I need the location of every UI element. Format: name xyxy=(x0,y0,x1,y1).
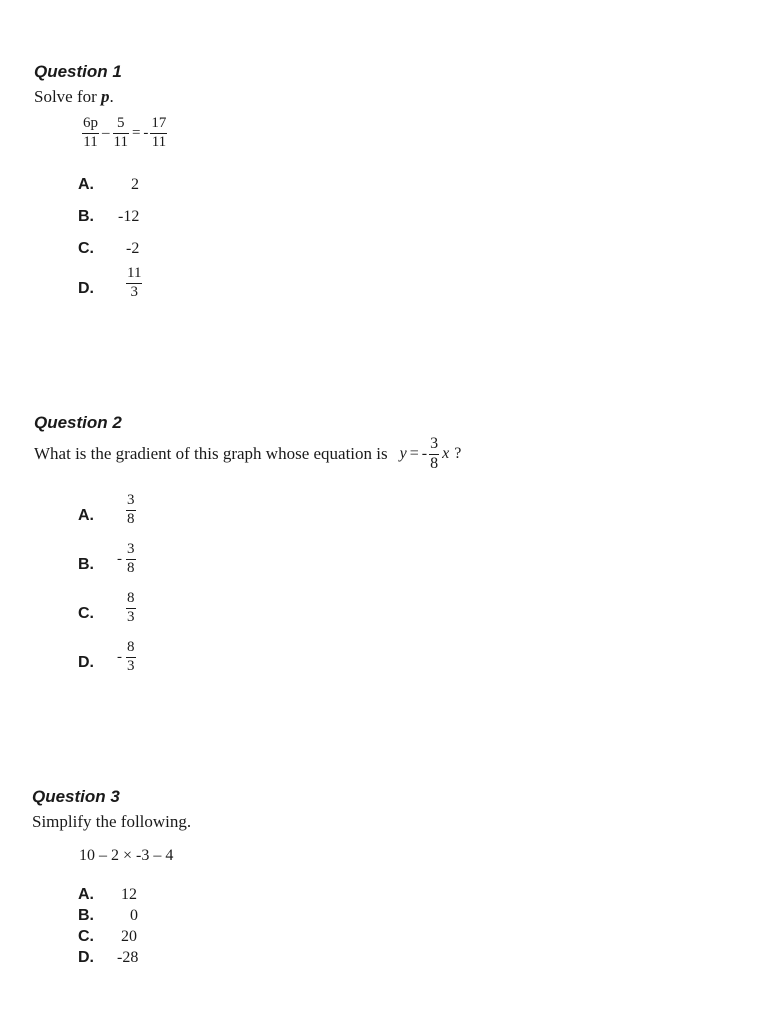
equals-sign: = xyxy=(131,124,141,141)
fraction-denominator: 3 xyxy=(127,608,135,625)
option-letter: C. xyxy=(78,605,94,622)
equation-lhs: y xyxy=(399,445,407,463)
fraction xyxy=(126,591,136,626)
option-letter: C. xyxy=(78,928,94,945)
question-3-prompt: Simplify the following. xyxy=(32,812,192,831)
fraction xyxy=(126,640,136,675)
option-value: 0 xyxy=(130,907,138,924)
question-1-prompt-end: . xyxy=(109,87,114,106)
fraction-3-over-8 xyxy=(429,436,439,473)
fraction-denominator: 8 xyxy=(127,559,135,576)
sign: - xyxy=(117,648,122,665)
sign: - xyxy=(117,550,122,567)
question-2-prompt xyxy=(34,436,461,473)
question-1-equation xyxy=(82,116,167,151)
fraction-denominator: 8 xyxy=(430,454,439,472)
question-1-prompt-variable: p xyxy=(101,87,110,106)
fraction-numerator: 3 xyxy=(127,492,135,508)
equation-variable: x xyxy=(442,445,450,463)
option-value xyxy=(126,266,142,301)
negative-sign: - xyxy=(421,445,428,463)
fraction-numerator: 5 xyxy=(116,115,125,131)
question-1-title: Question 1 xyxy=(34,62,122,81)
option-value xyxy=(117,640,136,675)
option-letter: B. xyxy=(78,556,94,573)
question-1-prompt-text: Solve for xyxy=(34,87,102,106)
question-1-prompt xyxy=(34,87,114,107)
question-2-equation xyxy=(400,436,462,473)
question-3-expression: 10 – 2 × -3 – 4 xyxy=(79,847,174,864)
option-value: -12 xyxy=(118,208,140,225)
fraction-5-over-11 xyxy=(113,116,129,151)
option-value xyxy=(117,542,136,577)
question-mark: ? xyxy=(454,445,462,463)
fraction-denominator: 3 xyxy=(127,657,135,674)
option-letter: A. xyxy=(78,886,94,903)
option-letter: A. xyxy=(78,176,94,193)
option-value xyxy=(117,591,136,626)
fraction-numerator: 6p xyxy=(83,115,98,131)
fraction-numerator: 8 xyxy=(127,639,135,655)
question-2-prompt-text: What is the gradient of this graph whose equation is xyxy=(34,444,388,464)
option-letter: B. xyxy=(78,907,94,924)
fraction-numerator: 8 xyxy=(127,590,135,606)
fraction-11-over-3 xyxy=(126,266,142,301)
minus-sign: – xyxy=(102,124,110,141)
fraction-denominator: 11 xyxy=(83,133,98,150)
question-2-title: Question 2 xyxy=(34,413,122,432)
option-letter: A. xyxy=(78,507,94,524)
option-letter: D. xyxy=(78,280,94,297)
option-letter: C. xyxy=(78,240,94,257)
option-value: 2 xyxy=(131,176,139,193)
fraction-numerator: 3 xyxy=(430,435,439,452)
fraction-denominator: 11 xyxy=(151,133,167,150)
option-value: -2 xyxy=(126,240,140,257)
option-value: 12 xyxy=(121,886,137,903)
option-letter: D. xyxy=(78,949,94,966)
fraction-numerator: 3 xyxy=(127,541,135,557)
fraction-numerator: 11 xyxy=(127,265,142,281)
fraction-numerator: 17 xyxy=(151,115,167,131)
option-value: 20 xyxy=(121,928,137,945)
fraction xyxy=(126,542,136,577)
equals-sign: = xyxy=(409,445,419,463)
option-value: -28 xyxy=(117,949,139,966)
question-3-title: Question 3 xyxy=(32,787,120,806)
negative-sign: - xyxy=(143,124,149,141)
fraction-17-over-11 xyxy=(150,116,167,151)
fraction xyxy=(126,493,136,528)
option-letter: D. xyxy=(78,654,94,671)
fraction-6p-over-11 xyxy=(82,116,99,151)
fraction-denominator: 3 xyxy=(130,283,138,300)
fraction-denominator: 8 xyxy=(127,510,135,527)
option-value xyxy=(117,493,136,528)
option-letter: B. xyxy=(78,208,94,225)
fraction-denominator: 11 xyxy=(113,133,128,150)
